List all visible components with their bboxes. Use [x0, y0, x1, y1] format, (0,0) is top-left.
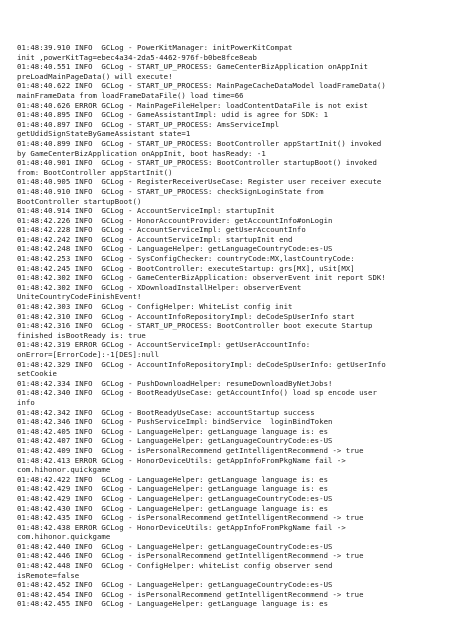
- log-body: [17, 43, 473, 609]
- log-line: 01:48:42.245 INFO GCLog - BootController: executeStartup: grs[MX], uSit[MX]: [17, 263, 355, 273]
- log-line: 01:48:42.448 INFO GCLog - ConfigHelper: whiteList config observer send: [17, 561, 333, 571]
- log-line: onError=[ErrorCode]:-1[DES]:null: [17, 350, 160, 359]
- log-line: com.hihonor.quickgame: [17, 465, 111, 475]
- log-line: 01:48:42.407 INFO GCLog - LanguageHelper: getLanguageCountryCode:es-US: [17, 436, 333, 446]
- log-line: 01:48:40.901 INFO GCLog - START_UP_PROCESS: BootController startupBoot() invoked: [17, 158, 377, 168]
- log-line: 01:48:42.346 INFO GCLog - PushServiceImpl: bindService loginBindToken: [17, 417, 333, 427]
- log-line: 01:48:40.622 INFO GCLog - START_UP_PROCESS: MainPageCacheDataModel loadFrameData(): [17, 81, 386, 91]
- log-line: 01:48:42.253 INFO GCLog - SysConfigChecker: countryCode:MX,lastCountryCode:: [17, 254, 355, 264]
- log-line: 01:48:42.405 INFO GCLog - LanguageHelper: getLanguage language is: es: [17, 426, 329, 436]
- log-line: 01:48:42.342 INFO GCLog - BootReadyUseCase: accountStartup success: [17, 407, 315, 417]
- log-line: init ,powerKitTag=ebec4a34-2da5-4462-976f-b0be8fce8eab: [17, 52, 257, 62]
- log-line: 01:48:42.242 INFO GCLog - AccountServiceImpl: startupInit end: [17, 234, 293, 244]
- log-line: 01:48:40.899 INFO GCLog - START_UP_PROCESS: BootController appStartInit() invoked: [17, 138, 382, 148]
- log-line: 01:48:42.310 INFO GCLog - AccountInfoRepositoryImpl: deCodeSpUserInfo start: [17, 311, 355, 321]
- log-line: 01:48:42.340 INFO GCLog - BootReadyUseCase: getAccountInfo() load sp encode user: [17, 388, 377, 398]
- log-line: getUdidSignStateByGameAssistant state=1: [17, 129, 191, 139]
- log-line: 01:48:42.438 ERROR GCLog - HonorDeviceUtils: getAppInfoFromPkgName fail ->: [17, 522, 346, 532]
- log-line: BootController startupBoot(): [17, 196, 142, 206]
- log-line: 01:48:42.302 INFO GCLog - GameCenterBizApplication: observerEvent init report SDK!: [17, 273, 386, 283]
- log-line: 01:48:42.316 INFO GCLog - START_UP_PROCESS: BootController boot execute Startup: [17, 321, 373, 331]
- log-line: 01:48:42.455 INFO GCLog - LanguageHelper: getLanguage language is: es: [17, 599, 329, 609]
- log-line: isRemote=false: [17, 570, 80, 580]
- log-line: preLoadMainPageData() will execute!: [17, 71, 173, 81]
- log-line: 01:48:40.905 INFO GCLog - RegisterReceiverUseCase: Register user receiver execute: [17, 177, 382, 187]
- log-line: 01:48:42.226 INFO GCLog - HonorAccountProvider: getAccountInfo#onLogin: [17, 215, 333, 225]
- log-line: 01:48:42.440 INFO GCLog - LanguageHelper: getLanguageCountryCode:es-US: [17, 541, 333, 551]
- log-line: UniteCountryCodeFinishEvent!: [17, 292, 142, 302]
- log-line: 01:48:40.897 INFO GCLog - START_UP_PROCESS: AmsServiceImpl: [17, 119, 280, 129]
- log-line: finished isBootReady is: true: [17, 330, 146, 340]
- log-line: 01:48:40.910 INFO GCLog - START_UP_PROCESS: checkSignLoginState from: [17, 186, 324, 196]
- log-line: 01:48:40.895 INFO GCLog - GameAssistantImpl: udid is agree for SDK: 1: [17, 110, 329, 120]
- log-line: 01:48:42.409 INFO GCLog - isPersonalRecommend getIntelligentRecommend -> true: [17, 445, 364, 455]
- log-line: 01:48:42.430 INFO GCLog - LanguageHelper: getLanguage language is: es: [17, 503, 329, 513]
- log-line: 01:48:42.228 INFO GCLog - AccountServiceImpl: getUserAccountInfo: [17, 225, 306, 235]
- log-line: 01:48:40.551 INFO GCLog - START_UP_PROCESS: GameCenterBizApplication onAppInit: [17, 62, 369, 72]
- log-line: mainFrameData from loadFrameDataFile() load time=66: [17, 90, 244, 100]
- log-line: 01:48:42.435 INFO GCLog - isPersonalRecommend getIntelligentRecommend -> true: [17, 513, 364, 523]
- log-line: 01:48:40.626 ERROR GCLog - MainPageFileHelper: loadContentDataFile is not exist: [17, 100, 369, 110]
- log-line: 01:48:42.334 INFO GCLog - PushDownloadHelper: resumeDownloadByNetJobs!: [17, 378, 333, 388]
- log-line: 01:48:42.446 INFO GCLog - isPersonalRecommend getIntelligentRecommend -> true: [17, 551, 364, 561]
- log-line: setCookie: [17, 369, 57, 379]
- log-line: 01:48:40.914 INFO GCLog - AccountServiceImpl: startupInit: [17, 206, 275, 216]
- log-line: 01:48:42.429 INFO GCLog - LanguageHelper: getLanguageCountryCode:es-US: [17, 493, 333, 503]
- log-line: 01:48:42.329 INFO GCLog - AccountInfoRepositoryImpl: deCodeSpUserInfo: getUserInfo: [17, 359, 386, 369]
- log-line: 01:48:39.910 INFO GCLog - PowerKitManager: initPowerKitCompat: [17, 43, 293, 52]
- log-line: from: BootController appStartInit(): [17, 167, 173, 177]
- log-line: 01:48:42.248 INFO GCLog - LanguageHelper: getLanguageCountryCode:es-US: [17, 244, 333, 254]
- log-line: com.hihonor.quickgame: [17, 532, 111, 542]
- log-line: 01:48:42.429 INFO GCLog - LanguageHelper: getLanguage language is: es: [17, 484, 329, 494]
- log-line: 01:48:42.319 ERROR GCLog - AccountServiceImpl: getUserAccountInfo:: [17, 340, 311, 350]
- log-line: info: [17, 397, 35, 407]
- log-line: by GameCenterBizApplication onAppInit, boot hasReady: -1: [17, 148, 266, 158]
- log-line: 01:48:42.452 INFO GCLog - LanguageHelper: getLanguageCountryCode:es-US: [17, 580, 333, 590]
- log-line: 01:48:42.302 INFO GCLog - XDownloadInstallHelper: observerEvent: [17, 282, 302, 292]
- log-line: 01:48:42.454 INFO GCLog - isPersonalRecommend getIntelligentRecommend -> true: [17, 589, 364, 599]
- log-line: 01:48:42.303 INFO GCLog - ConfigHelper: WhiteList config init: [17, 302, 293, 312]
- log-line: 01:48:42.422 INFO GCLog - LanguageHelper: getLanguage language is: es: [17, 474, 329, 484]
- log-line: 01:48:42.413 ERROR GCLog - HonorDeviceUtils: getAppInfoFromPkgName fail ->: [17, 455, 346, 465]
